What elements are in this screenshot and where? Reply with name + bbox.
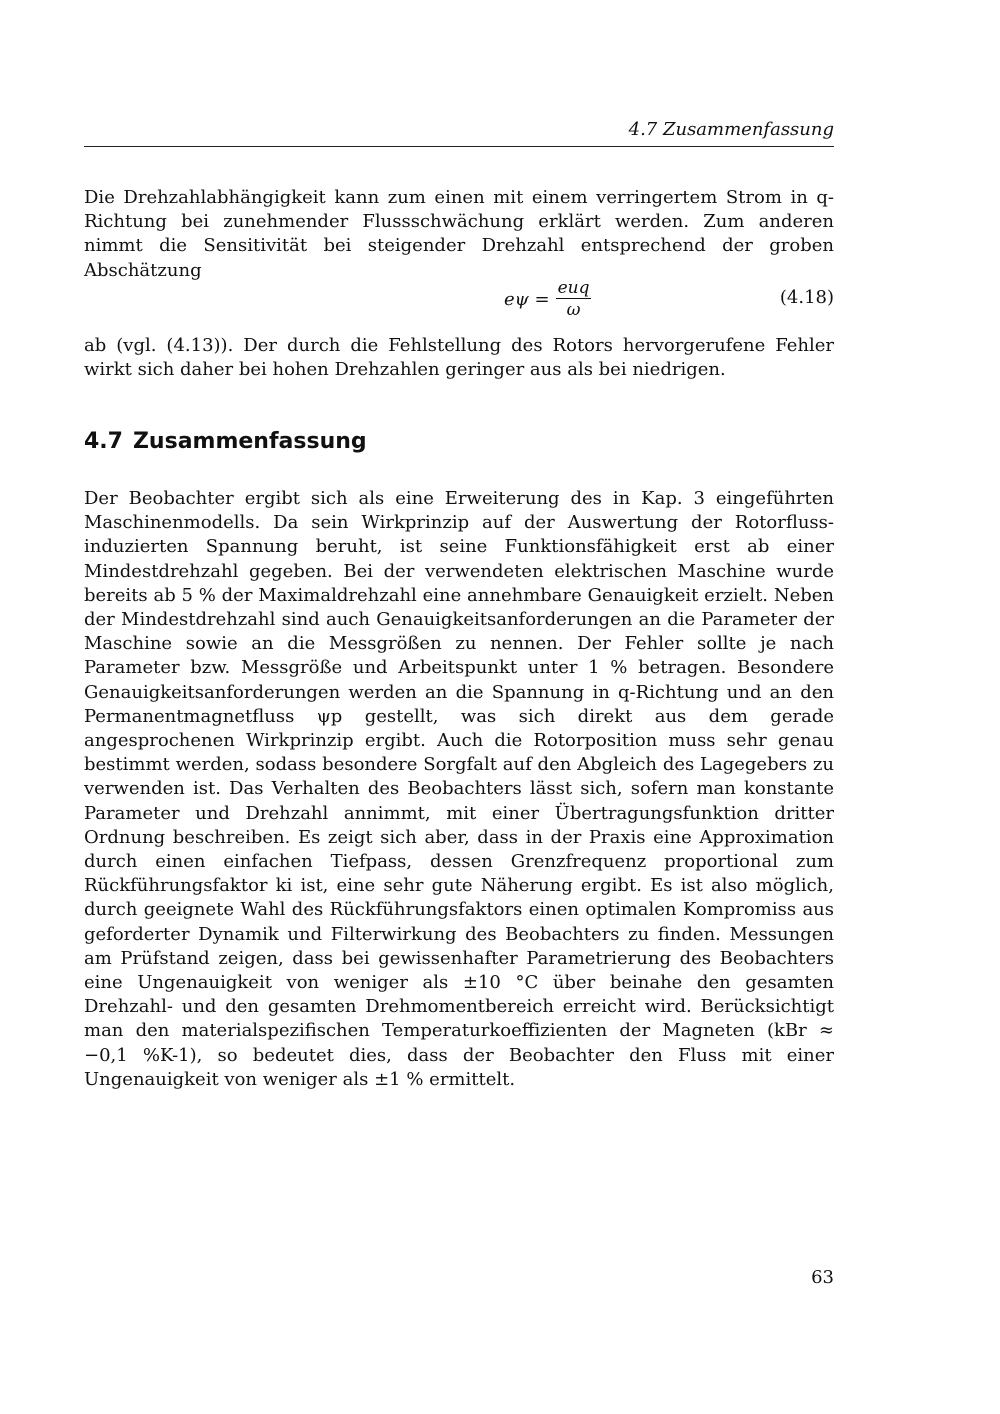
summary-paragraph: Der Beobachter ergibt sich als eine Erweiterung des in Kap. 3 eingeführten Maschinenmodells. Da sein Wirkprinzip auf der Auswertung der Rotorfluss-induzierten Spannung beruht, ist seine Funktionsfähigkeit erst ab einer Mindestdrehzahl gegeben. Bei der verwendeten elektrischen Maschine wurde bereits ab 5 % der Maximaldrehzahl eine annehmbare Genauigkeit erzielt. Neben der Mindestdrehzahl sind auch Genauigkeitsanforderungen an die Parameter der Maschine sowie an die Messgrößen zu nennen. Der Fehler sollte je nach Parameter bzw. Messgröße und Arbeitspunkt unter 1 % betragen. Besondere Genauigkeitsanforderungen werden an die Spannung in q-Richtung und an den Permanentmagnetfluss ψp gestellt, was sich direkt aus dem gerade angesprochenen Wirkprinzip ergibt. Auch die Rotorposition muss sehr genau bestimmt werden, sodass besondere Sorgfalt auf den Abgleich des Lagegebers zu verwenden ist. Das Verhalten des Beobachters lässt sich, sofern man konstante Parameter und Drehzahl annimmt, mit einer Übertragungsfunktion dritter Ordnung beschreiben. Es zeigt sich aber, dass in der Praxis eine Approximation durch einen einfachen Tiefpass, dessen Grenzfrequenz proportional zum Rückführungsfaktor ki ist, eine sehr gute Näherung ergibt. Es ist also möglich, durch geeignete Wahl des Rückführungsfaktors einen optimalen Kompromiss aus geforderter Dynamik und Filterwirkung des Beobachters zu finden. Messungen am Prüfstand zeigen, dass bei gewissenhafter Parametrierung des Beobachters eine Ungenauigkeit von weniger als ±10 °C über beinahe den gesamten Drehzahl- und den gesamten Drehmomentbereich erreicht wird. Berücksichtigt man den materialspezifischen Temperaturkoeffizienten der Magneten (kBr ≈ −0,1 %K-1), so bedeutet dies, dass der Beobachter den Fluss mit einer Ungenauigkeit von weniger als ±1 % ermittelt. — [84, 488, 834, 1090]
section-number: 4.7 — [84, 429, 123, 454]
page-number: 63 — [811, 1267, 834, 1288]
equation-number: (4.18) — [779, 287, 834, 308]
header-rule — [84, 146, 834, 147]
intro-paragraph: Die Drehzahlabhängigkeit kann zum einen mit einem verringertem Strom in q-Richtung bei zunehmender Flussschwächung erklärt werden. Zum anderen nimmt die Sensitivität bei steigender Drehzahl entsprechend der groben Abschätzung — [84, 187, 834, 281]
after-equation-paragraph: ab (vgl. (4.13)). Der durch die Fehlstellung des Rotors hervorgerufene Fehler wirkt sich daher bei hohen Drehzahlen geringer aus als bei niedrigen. — [84, 335, 834, 381]
running-header: 4.7 Zusammenfassung — [628, 119, 834, 140]
equation-numerator: euq — [557, 277, 590, 298]
equation-fraction — [556, 278, 592, 321]
section-heading — [84, 427, 367, 457]
equation-4-18 — [84, 272, 834, 328]
section-title: Zusammenfassung — [132, 429, 367, 454]
equation-expression — [504, 274, 591, 324]
equation-lhs: eψ = — [504, 288, 550, 310]
equation-denominator: ω — [566, 299, 581, 320]
